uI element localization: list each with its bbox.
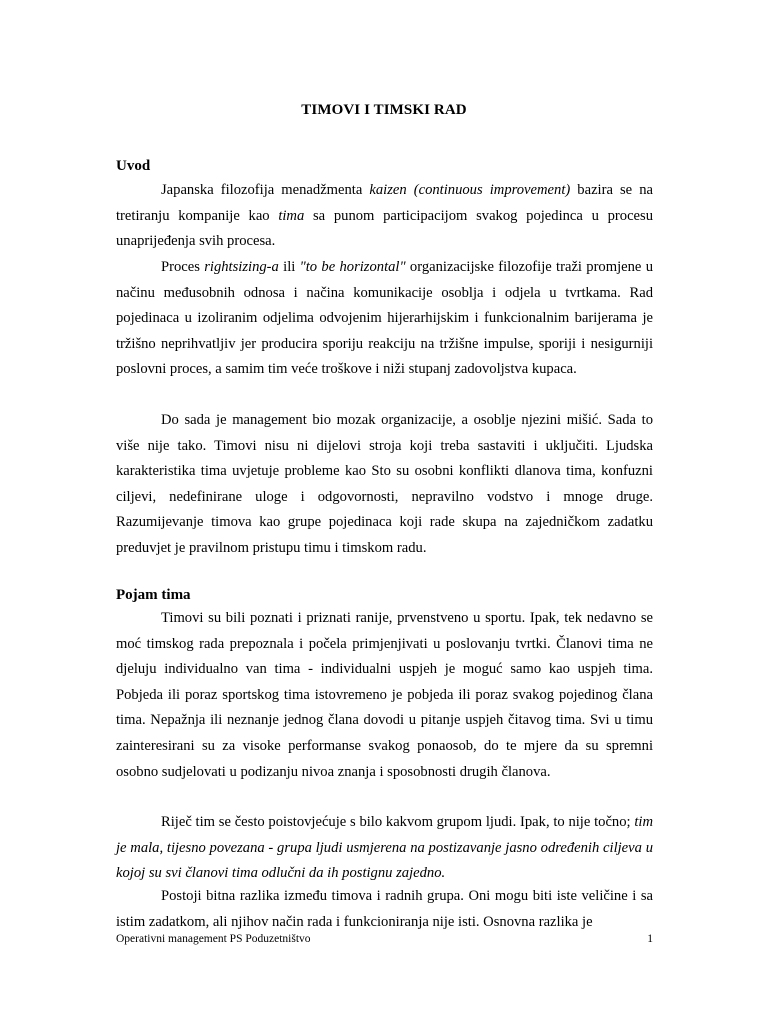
text-run: Proces bbox=[161, 259, 205, 275]
text-run: bazira se na tretiranju kompanije kao bbox=[116, 182, 653, 224]
text-run: Riječ tim se često poistovjećuje s bilo kakvom grupom ljudi. Ipak, to nije točno; bbox=[161, 814, 635, 830]
footer-text: Operativni management PS Poduzetništvo bbox=[116, 933, 311, 945]
document-title: TIMOVI I TIMSKI RAD bbox=[301, 102, 467, 118]
section-heading-uvod: Uvod bbox=[116, 158, 151, 174]
section-heading-pojam-tima: Pojam tima bbox=[116, 587, 191, 603]
italic-text: tim je mala, tijesno povezana - grupa ljudi usmjerena na postizavanje jasno određenih ciljeva u kojoj su svi članovi tima odlučni da ih postignu zajedno. bbox=[116, 814, 653, 882]
paragraph bbox=[116, 606, 653, 785]
italic-text: rightsizing-a bbox=[204, 259, 279, 275]
text-run: ili bbox=[278, 259, 300, 275]
text-run: Postoji bitna razlika između timova i radnih grupa. Oni mogu biti iste veličine i sa istim zadatkom, ali njihov način rada i funkcioniranja nije isti. Osnovna razlika je bbox=[116, 888, 653, 930]
text-run: organizacijske filozofije traži promjene u načinu međusobnih odnosa i načina komunikacije osoblja i odjela u tvrtkama. Rad pojedinaca u izoliranim odjelima odvojenim hijerarhijskim i funkcionalnim barijerama je tržišno neprihvatljiv jer producira sporiju reakciju na tržišne impulse, sporiji i nesigurniji poslovni proces, a samim tim veće troškove i niži stupanj zadovoljstva kupaca. bbox=[116, 259, 653, 378]
text-run: Do sada je management bio mozak organizacije, a osoblje njezini mišić. Sada to više nije tako. Timovi nisu ni dijelovi stroja koji treba sastaviti i uključiti. Ljudska karakteristika tima uvjetuje probleme kao Sto su osobni konflikti dlanova tima, konfuzni ciljevi, nedefinirane uloge i odgovornosti, nepravilno vodstvo i mnoge druge. Razumijevanje timova kao grupe pojedinaca koji rade skupa na zajedničkom zadatku preduvjet je pravilnom pristupu timu i timskom radu. bbox=[116, 412, 653, 556]
page-footer bbox=[116, 933, 653, 945]
paragraph bbox=[116, 408, 653, 562]
paragraph bbox=[116, 884, 653, 935]
text-run: Japanska filozofija menadžmenta bbox=[161, 182, 370, 198]
text-run: Timovi su bili poznati i priznati ranije, prvenstveno u sportu. Ipak, tek nedavno se moć timskog rada prepoznala i počela primjenjivati u poslovanju tvrtki. Članovi tima ne djeluju individualno van tima - individualni uspjeh je moguć samo kao uspjeh tima. Pobjeda ili poraz sportskog tima istovremeno je pobjeda ili poraz svakog pojedinog člana tima. Nepažnja ili neznanje jednog člana dovodi u pitanje uspjeh čitavog tima. Svi u timu zainteresirani su za visoke performanse svakog ponaosob, do te mjere da su spremni osobno sudjelovati u podizanju nivoa znanja i sposobnosti drugih članova. bbox=[116, 610, 653, 780]
paragraph bbox=[116, 178, 653, 255]
paragraph bbox=[116, 810, 653, 887]
italic-text: "to be horizontal" bbox=[299, 259, 406, 275]
paragraph bbox=[116, 255, 653, 383]
page-number: 1 bbox=[647, 933, 653, 945]
italic-text: tima bbox=[278, 207, 305, 224]
italic-text: kaizen (continuous improvement) bbox=[369, 182, 571, 198]
text-run: sa punom participacijom svakog pojedinca u procesu unaprijeđenja svih procesa. bbox=[116, 207, 653, 250]
